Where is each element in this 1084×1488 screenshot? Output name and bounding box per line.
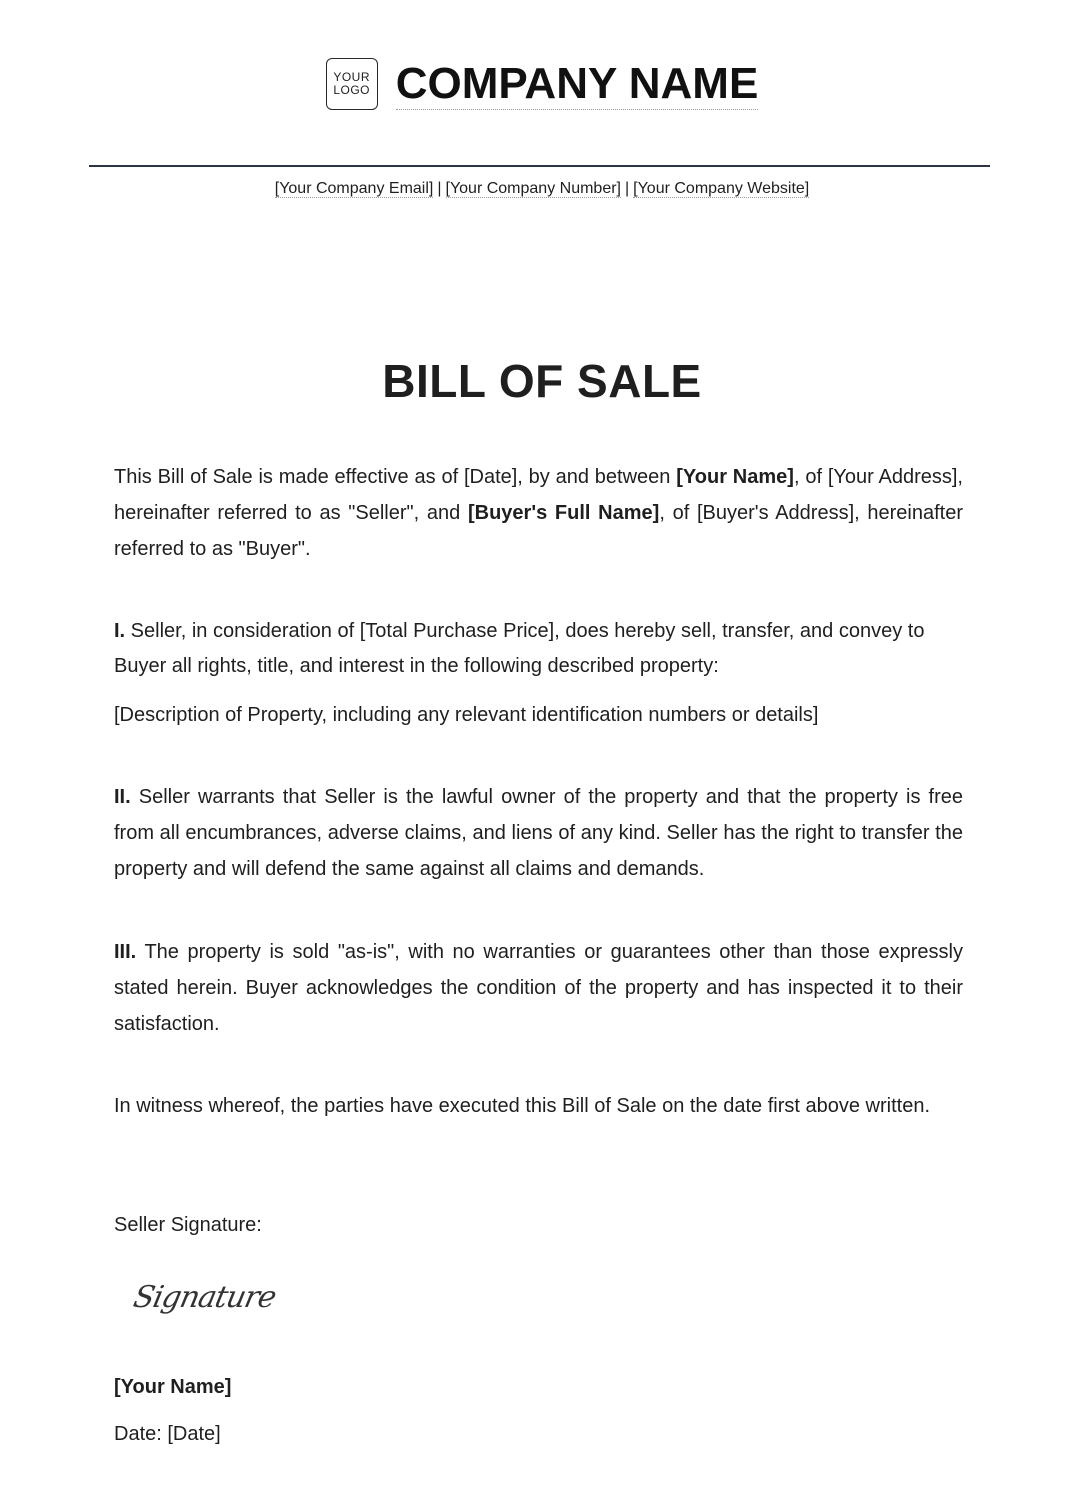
company-contact-line [0,180,1084,198]
seller-signature-label: Seller Signature: [114,1214,262,1236]
buyer-name: [Buyer's Full Name] [467,502,660,524]
header-divider [89,165,990,167]
intro-paragraph [114,459,963,567]
logo-line-2: LOGO [333,83,371,97]
signature-date: Date: [Date] [114,1423,221,1445]
intro-text-1: This Bill of Sale is made effective as of [Date], by and between [114,466,677,488]
logo-line-1: YOUR [333,70,371,84]
company-logo [326,58,378,110]
company-email: [Your Company Email] [274,180,434,197]
intro-text-3: , of [Buyer's Address], hereinafter referred to as "Buyer". [114,502,964,560]
contact-separator: | [437,180,442,197]
company-name: COMPANY NAME [395,58,759,108]
intro-text-2: , of [Your Address], hereinafter referred to as "Seller", and [114,466,963,524]
section-1-text: Seller, in consideration of [Total Purchase Price], does hereby sell, transfer, and convey to Buyer all rights, title, and interest in the following described property: [114,620,925,677]
witness-paragraph: In witness whereof, the parties have executed this Bill of Sale on the date first above written. [114,1095,931,1117]
contact-separator: | [625,180,630,197]
section-3-text: The property is sold "as-is", with no warranties or guarantees other than those expressly stated herein. Buyer acknowledges the condition of the property and has inspected it to their satisfaction. [114,941,963,1035]
section-3-paragraph [114,934,963,1042]
company-number: [Your Company Number] [445,180,621,197]
letterhead [0,58,1084,110]
document-title: BILL OF SALE [382,355,702,407]
section-2-text: Seller warrants that Seller is the lawful owner of the property and that the property is free from all encumbrances, adverse claims, and liens of any kind. Seller has the right to transfer the property and will defend the same against all claims and demands. [114,786,963,880]
section-2-numeral: II. [114,786,131,808]
section-1-paragraph [114,614,963,684]
seller-name: [Your Name] [676,466,794,488]
company-website: [Your Company Website] [633,180,810,197]
section-2-paragraph [114,779,963,887]
seller-signature: Signature [130,1280,279,1315]
section-1-numeral: I. [114,620,126,642]
signer-name: [Your Name] [114,1376,232,1398]
section-3-numeral: III. [114,941,137,963]
property-description: [Description of Property, including any relevant identification numbers or details] [114,704,819,726]
